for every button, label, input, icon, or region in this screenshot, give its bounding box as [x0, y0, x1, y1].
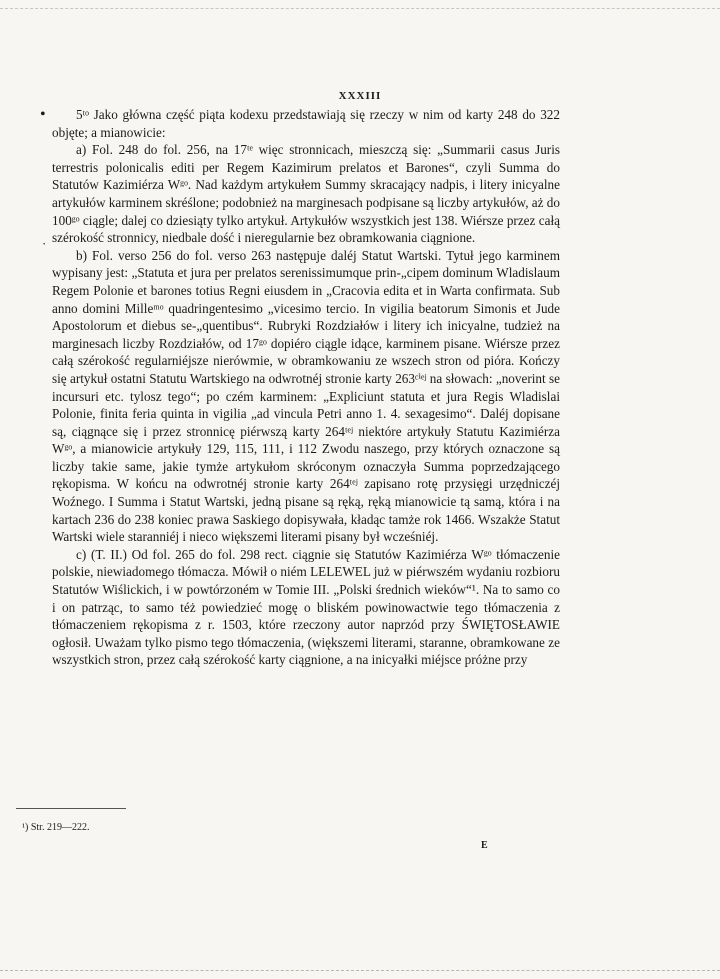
- margin-bullet: •: [40, 106, 46, 123]
- margin-mark: ·: [42, 236, 47, 251]
- body-text: [52, 106, 560, 669]
- footnote: ¹) Str. 219—222.: [22, 822, 90, 833]
- footnote-divider: [16, 808, 126, 809]
- paragraph-b: b) Fol. verso 256 do fol. verso 263 następuje daléj Statut Wartski. Tytuł jego karminem wypisany jest: „Statuta et jura per prelatos serenissimumque prin-„cipem dominum Wladislaum Regem Polonie et barones totius Regni eiusdem in „Cracovia edita et in Warta confirmata. Sub anno domini Milleᵐᵒ quadringentesimo „vicesimo tercio. In vigilia beatorum Simonis et Jude Apostolorum et diebus se-„quentibus“. Rubryki Rozdziałów i litery ich inicyalne, tudzież na marginesach liczby Rozdziałów, od 17ᵍᵒ dopiéro ciągle idące, karminem pisane. Wiérsze przez całą szérokość regularniéjsze nierówmie, w obramkowaniu ze wszech stron od pióra. Kończy się artykuł ostatni Statutu Wartskiego na odwrotnéj stronie karty 263ᶜⁱᵉʲ na słowach: „noverint se incursuri etc. tylosz tego“; po czém karminem: „Expliciunt statuta et jura Regis Wladislai Polonie, finita feria quinta in vigilia „ad vincula Petri anno 1. 4. sexagesimo“. Daléj dopisane są, ciągnące się i przez stronnicę piérwszą karty 264ᵗᵉʲ niektóre artykuły Statutu Kazimiérza Wᵍᵒ, a mianowicie artykuły 129, 115, 111, i 112 Zwodu naszego, przy których oznaczone są liczby takie same, jakie tymże artykułom skróconym oznaczyła Summa poprzedzającego rękopisma. W końcu na odwrotnéj stronie karty 264ᵗᵉʲ zapisano rotę przysięgi urzędniczéj Woźnego. I Summa i Statut Wartski, jedną pisane są ręką, ręką mianowicie tą samą, która i na kartach 236 do 238 koniec prawa Saskiego dopisywała, kładąc tamże rok 1466. Wszakże Statut Wartski wiele staranniéj i nieco większemi literami pisany był wcześniéj.: [52, 247, 560, 545]
- scan-top-edge: [0, 8, 720, 9]
- scan-bottom-edge: [0, 970, 720, 971]
- signature-mark: E: [481, 840, 488, 851]
- paragraph-c: c) (T. II.) Od fol. 265 do fol. 298 rect. ciągnie się Statutów Kazimiérza Wᵍᵒ tłómaczenie polskie, niewiadomego tłómacza. Mówił o niém LELEWEL już w piérwszém wydaniu rozbioru Statutów Wiślickich, i w powtórzoném w Tomie III. „Polski średnich wieków“¹. Na to samo co i on patrząc, to samo téż powiedzieć mogę o bliském powinowactwie tego tłómaczenia z tłómaczeniem rękopisma z r. 1503, które rzeczony autor naprzód przy ŚWIĘTOSŁAWIE ogłosił. Uważam tylko pismo tego tłómaczenia, (większemi literami, staranne, obramkowane ze wszystkich stron, przez całą szérokość karty ciągnione, a na inicyałki miéjsce próżne przy: [52, 546, 560, 668]
- paragraph-5to: 5ᵗᵒ Jako główna część piąta kodexu przedstawiają się rzeczy w nim od karty 248 do 322 objęte; a mianowicie:: [52, 107, 560, 140]
- page-number: XXXIII: [338, 90, 382, 102]
- paragraph-a: a) Fol. 248 do fol. 256, na 17ᵗᵉ więc stronnicach, mieszczą się: „Summarii casus Juris terrestris polonicalis editi per Regem Kazimirum prelatos et Barones“, czyli Summa do Statutów Kazimiérza Wᵍᵒ. Nad każdym artykułem Summy skracający nadpis, i litery inicyalne artykułów karminem skréślone; podobnież na marginesach podpisane są liczby artykułów, aż do 100ᵍᵒ ciągle; dalej co dziesiąty tylko artykuł. Artykułów wszystkich jest 138. Wiérsze przez całą szérokość stronnicy, niedbale dość i nieregularnie bez obramkowania ciągnione.: [52, 142, 560, 246]
